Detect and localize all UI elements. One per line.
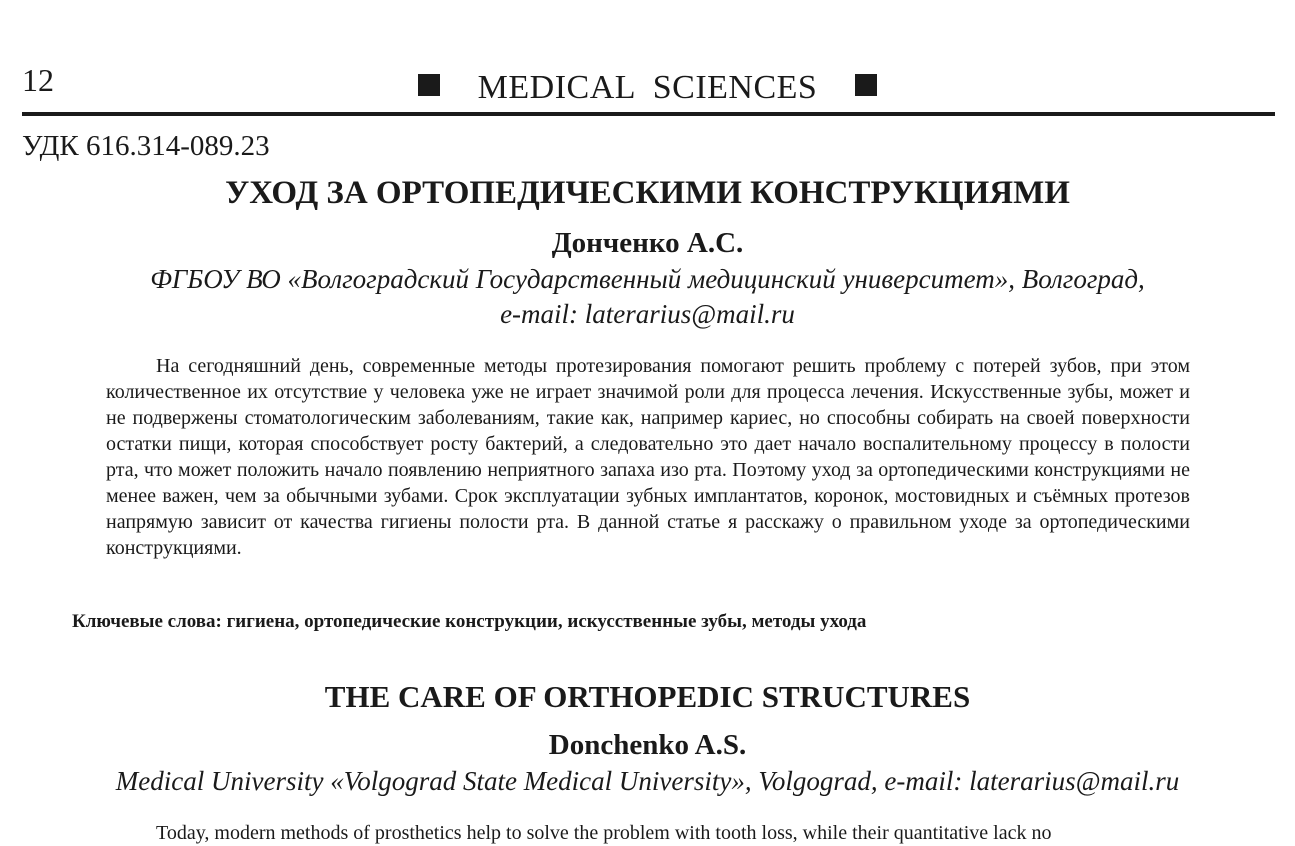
keywords-ru: Ключевые слова: гигиена, ортопедические конструкции, искусственные зубы, методы ухода	[72, 611, 867, 632]
author-en: Donchenko A.S.	[548, 729, 747, 761]
section-title: MEDICAL SCIENCES	[477, 69, 818, 106]
udc-code: УДК 616.314-089.23	[22, 130, 270, 162]
header-rule	[22, 112, 1275, 116]
square-bullet-icon	[418, 74, 440, 96]
running-header	[0, 68, 1295, 108]
square-bullet-icon	[855, 74, 877, 96]
abstract-en: Today, modern methods of prosthetics help to solve the problem with tooth loss, while their quantitative lack no	[156, 822, 1052, 844]
article-title-en: THE CARE OF ORTHOPEDIC STRUCTURES	[324, 679, 971, 714]
affiliation-ru: ФГБОУ ВО «Волгоградский Государственный медицинский университет», Волгоград,	[150, 264, 1145, 294]
author-ru: Донченко А.С.	[551, 227, 744, 259]
email-ru: e-mail: laterarius@mail.ru	[500, 299, 795, 329]
page-number: 12	[22, 62, 54, 98]
article-title-ru: УХОД ЗА ОРТОПЕДИЧЕСКИМИ КОНСТРУКЦИЯМИ	[225, 175, 1070, 211]
abstract-ru: На сегодняшний день, современные методы протезирования помогают решить проблему с потерей зубов, при этом количественное их отсутствие у человека уже не играет значимой роли для процесса лечения. Искусственные зубы, может и не подвержены стоматологическим заболеваниям, такие как, например кариес, но способны собирать на своей поверхности остатки пищи, которая способствует росту бактерий, а следовательно это дает начало воспалительному процессу в полости рта, что может положить начало появлению неприятного запаха изо рта. Поэтому уход за ортопедическими конструкциями не менее важен, чем за обычными зубами. Срок эксплуатации зубных имплантатов, коронок, мостовидных и съёмных протезов напрямую зависит от качества гигиены полости рта. В данной статье я расскажу о правильном уходе за ортопедическими конструкциями.	[106, 355, 1190, 559]
affiliation-en: Medical University «Volgograd State Medical University», Volgograd, e-mail: laterarius@mail.ru	[115, 766, 1180, 796]
